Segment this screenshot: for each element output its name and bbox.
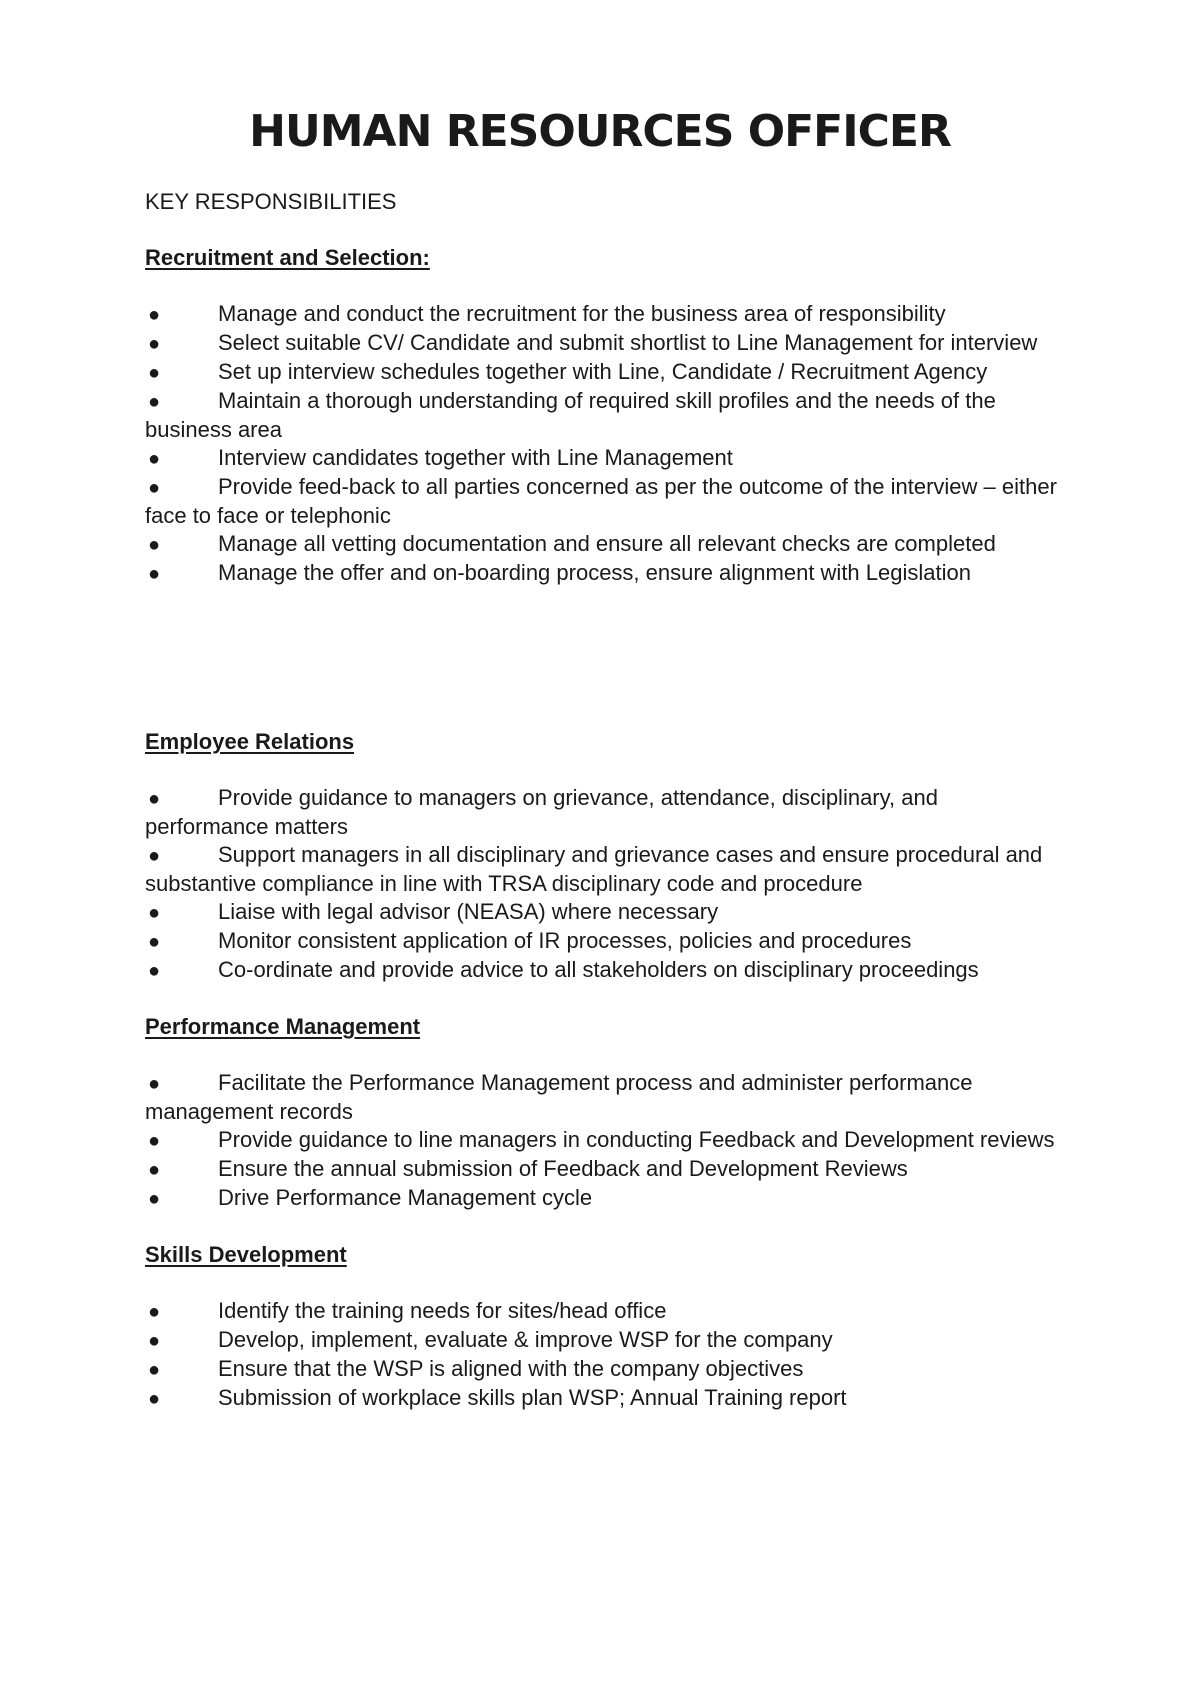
section-employee-relations xyxy=(145,728,1065,985)
list-item-text: Liaise with legal advisor (NEASA) where necessary xyxy=(218,899,719,924)
bullet-list xyxy=(145,1069,1065,1213)
list-item xyxy=(145,300,1065,329)
bullet-icon: ● xyxy=(148,448,161,470)
list-item xyxy=(145,559,1065,588)
bullet-icon: ● xyxy=(148,333,161,355)
bullet-icon: ● xyxy=(148,391,161,413)
bullet-list xyxy=(145,300,1065,588)
list-item-text: Ensure that the WSP is aligned with the company objectives xyxy=(218,1356,804,1381)
list-item-text: Provide feed-back to all parties concerned as per the outcome of the interview – either face to face or telephonic xyxy=(145,474,1057,528)
bullet-icon: ● xyxy=(148,534,161,556)
list-item-text: Maintain a thorough understanding of required skill profiles and the needs of the business area xyxy=(145,388,996,442)
list-item-text: Submission of workplace skills plan WSP; Annual Training report xyxy=(218,1385,847,1410)
bullet-icon: ● xyxy=(148,1073,161,1095)
bullet-icon: ● xyxy=(148,1188,161,1210)
bullet-icon: ● xyxy=(148,788,161,810)
list-item xyxy=(145,898,1065,927)
document-body xyxy=(145,188,1065,1413)
list-item xyxy=(145,387,1065,444)
document-title: HUMAN RESOURCES OFFICER xyxy=(249,106,951,157)
bullet-icon: ● xyxy=(148,1301,161,1323)
list-item-text: Manage and conduct the recruitment for the business area of responsibility xyxy=(218,301,946,326)
section-heading: Recruitment and Selection: xyxy=(145,245,430,270)
list-item xyxy=(145,1184,1065,1213)
bullet-icon: ● xyxy=(148,563,161,585)
list-item-text: Manage all vetting documentation and ensure all relevant checks are completed xyxy=(218,531,996,556)
list-item-text: Interview candidates together with Line Management xyxy=(218,445,733,470)
bullet-icon: ● xyxy=(148,362,161,384)
bullet-icon: ● xyxy=(148,931,161,953)
bullet-icon: ● xyxy=(148,1359,161,1381)
list-item xyxy=(145,841,1065,898)
list-item-text: Provide guidance to line managers in conducting Feedback and Development reviews xyxy=(218,1127,1055,1152)
list-item-text: Support managers in all disciplinary and grievance cases and ensure procedural and substantive compliance in line with TRSA disciplinary code and procedure xyxy=(145,842,1043,896)
bullet-icon: ● xyxy=(148,1330,161,1352)
key-responsibilities-heading: KEY RESPONSIBILITIES xyxy=(145,189,397,214)
section-performance-management xyxy=(145,1013,1065,1213)
list-item-text: Drive Performance Management cycle xyxy=(218,1185,593,1210)
list-item-text: Provide guidance to managers on grievance, attendance, disciplinary, and performance matters xyxy=(145,785,938,839)
section-heading: Employee Relations xyxy=(145,729,355,754)
list-item-text: Facilitate the Performance Management process and administer performance management records xyxy=(145,1070,973,1124)
list-item xyxy=(145,1155,1065,1184)
bullet-list xyxy=(145,1297,1065,1413)
list-item xyxy=(145,1384,1065,1413)
list-item xyxy=(145,1297,1065,1326)
list-item-text: Monitor consistent application of IR processes, policies and procedures xyxy=(218,928,912,953)
list-item-text: Select suitable CV/ Candidate and submit shortlist to Line Management for interview xyxy=(218,330,1038,355)
list-item xyxy=(145,530,1065,559)
section-skills-development xyxy=(145,1241,1065,1413)
list-item-text: Manage the offer and on-boarding process, ensure alignment with Legislation xyxy=(218,560,971,585)
bullet-icon: ● xyxy=(148,845,161,867)
list-item xyxy=(145,1326,1065,1355)
list-item-text: Develop, implement, evaluate & improve WSP for the company xyxy=(218,1327,833,1352)
bullet-icon: ● xyxy=(148,1388,161,1410)
list-item xyxy=(145,358,1065,387)
section-heading: Performance Management xyxy=(145,1014,421,1039)
bullet-icon: ● xyxy=(148,1130,161,1152)
list-item-text: Identify the training needs for sites/head office xyxy=(218,1298,667,1323)
list-item-text: Ensure the annual submission of Feedback and Development Reviews xyxy=(218,1156,908,1181)
list-item xyxy=(145,1069,1065,1126)
list-item-text: Co-ordinate and provide advice to all stakeholders on disciplinary proceedings xyxy=(218,957,979,982)
list-item xyxy=(145,473,1065,530)
list-item xyxy=(145,329,1065,358)
list-item xyxy=(145,784,1065,841)
list-item-text: Set up interview schedules together with Line, Candidate / Recruitment Agency xyxy=(218,359,988,384)
list-item xyxy=(145,1355,1065,1384)
list-item xyxy=(145,444,1065,473)
bullet-list xyxy=(145,784,1065,985)
list-item xyxy=(145,1126,1065,1155)
bullet-icon: ● xyxy=(148,960,161,982)
bullet-icon: ● xyxy=(148,902,161,924)
bullet-icon: ● xyxy=(148,477,161,499)
section-recruitment-and-selection xyxy=(145,244,1065,588)
list-item xyxy=(145,956,1065,985)
bullet-icon: ● xyxy=(148,1159,161,1181)
bullet-icon: ● xyxy=(148,304,161,326)
list-item xyxy=(145,927,1065,956)
section-heading: Skills Development xyxy=(145,1242,347,1267)
